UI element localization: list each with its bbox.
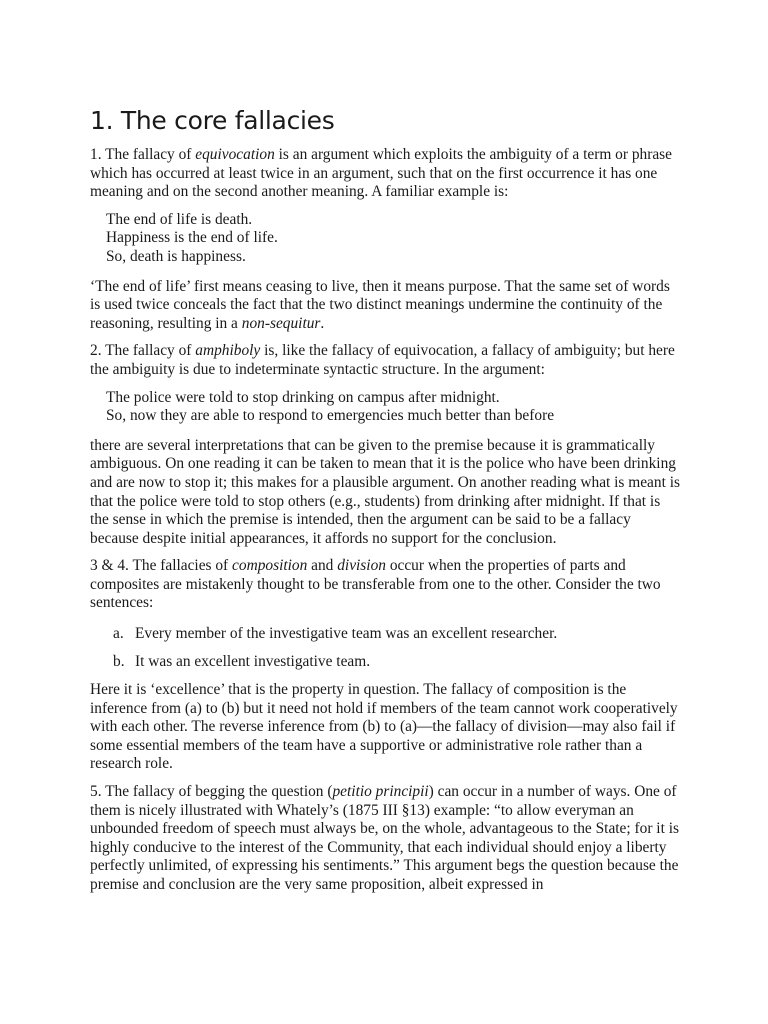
text-run: and (307, 557, 338, 575)
list-marker: b. (113, 653, 125, 671)
example-sentence-list (90, 625, 680, 672)
list-item (90, 653, 680, 672)
paragraph-excellence: Here it is ‘excellence’ that is the property in question. The fallacy of composition is the inference from (a) to (b) but it need not hold if members of the team cannot work cooperatively with each other. The reverse inference from (b) to (a)—the fallacy of division—may also fail if some essential members of the team have a supportive or administrative role rather than a research role. (90, 681, 678, 773)
term-petitio-principii: petitio principii (332, 783, 429, 800)
paragraph-amphiboly (90, 342, 680, 379)
term-equivocation: equivocation (195, 146, 275, 163)
paragraph-equivocation (90, 146, 680, 202)
document-body (90, 105, 680, 904)
example-line: So, now they are able to respond to emergencies much better than before (106, 407, 555, 425)
text-run: ‘The end of life’ first means ceasing to live, then it means purpose. That the same set of words is used twice conceals the fact that the two distinct meanings undermine the continuity of the reasoning, resulting in a (90, 277, 670, 332)
text-run: is, like the fallacy of equivocation, a fallacy of ambiguity; but here the ambiguity is due to indeterminate syntactic structure. In the argument: (90, 342, 675, 378)
example-line: The end of life is death. (106, 210, 253, 228)
text-run: occur when the properties of parts and composites are mistakenly thought to be transferable from one to the other. Consider the two sentences: (90, 557, 661, 612)
paragraph-composition-division (90, 557, 680, 613)
text-run: 2. The fallacy of (90, 342, 196, 360)
text-run: is an argument which exploits the ambiguity of a term or phrase which has occurred at least twice in an argument, such that on the first occurrence it has one meaning and on the second another meaning. A familiar example is: (90, 146, 672, 201)
paragraph-begging-the-question (90, 783, 680, 895)
list-marker: a. (113, 625, 124, 643)
section-heading: 1. The core fallacies (90, 106, 335, 135)
example-argument-amphiboly (106, 389, 680, 426)
paragraph-interpretations: there are several interpretations that can be given to the premise because it is grammatically ambiguous. On one reading it can be taken to mean that it is the police who have been drinking and are now to stop it; this makes for a plausible argument. On another reading what is meant is that the police were told to stop others (e.g., students) from drinking after midnight. If that is the sense in which the premise is intended, then the argument can be said to be a fallacy because despite initial appearances, it affords no support for the conclusion. (90, 436, 680, 547)
example-argument-equivocation (106, 211, 680, 267)
term-division: division (337, 557, 386, 575)
text-run: 5. The fallacy of begging the question ( (90, 783, 333, 800)
term-non-sequitur: non-sequitur (241, 314, 321, 332)
example-line: The police were told to stop drinking on campus after midnight. (106, 388, 500, 406)
example-line: So, death is happiness. (106, 247, 246, 265)
text-run: . (320, 314, 325, 332)
text-run: 3 & 4. The fallacies of (90, 557, 233, 575)
paragraph-end-of-life (90, 278, 680, 334)
term-amphiboly: amphiboly (195, 342, 261, 360)
example-line: Happiness is the end of life. (106, 229, 278, 247)
text-run: ) can occur in a number of ways. One of them is nicely illustrated with Whately’s (1875 III §13) example: “to allow everyman an unbounded freedom of speech must always be, on the whole, advantageous to the State; for it is highly conducive to the interest of the Community, that each individual should enjoy a liberty perfectly unlimited, of expressing his sentiments.” This argument begs the question because the premise and conclusion are the very same proposition, albeit expressed in (90, 783, 679, 893)
list-item-text: Every member of the investigative team was an excellent researcher. (135, 625, 558, 643)
list-item-text: It was an excellent investigative team. (135, 653, 371, 671)
text-run: 1. The fallacy of (90, 146, 196, 163)
list-item (90, 625, 680, 644)
term-composition: composition (232, 557, 308, 575)
